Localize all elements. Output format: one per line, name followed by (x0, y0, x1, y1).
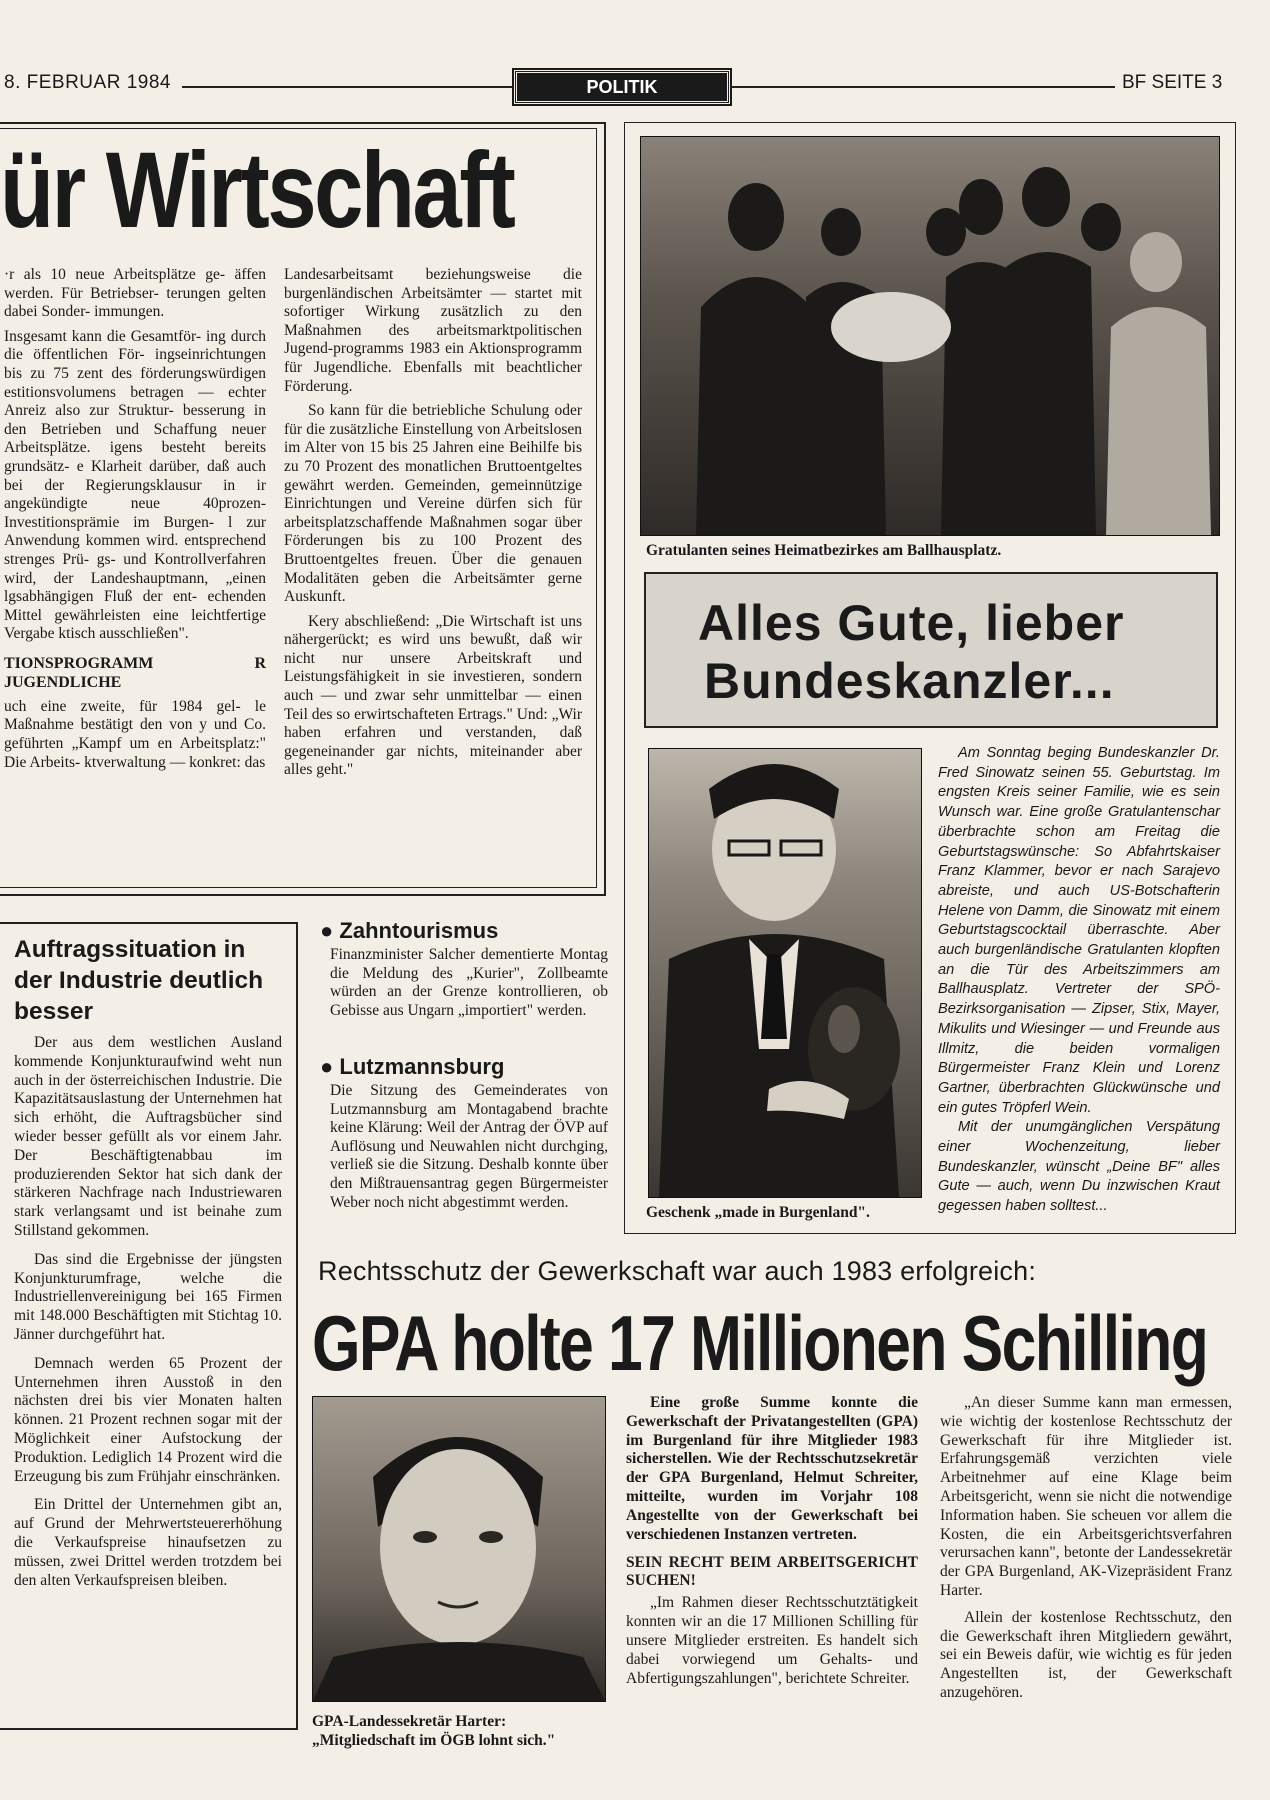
zahntourismus-title: Zahntourismus (339, 918, 499, 943)
gpa-col2-p1: „An dieser Summe kann man ermessen, wie wichtig der kostenlose Rechtsschutz der Gewerkschaft für ihre Mitglieder ist. Erfahrungsgemäß verzichten viele Arbeitnehmer auf eine Klage beim Arbeitsgericht, wenn sie nicht die notwendige Information haben. Sie scheuen vor allem die Kosten, die ein Arbeitsgerichtsverfahren verursachen kann", betonte der Landessekretär der GPA Burgenland, AK-Vizepräsident Franz Harter. (940, 1394, 1232, 1599)
gpa-headline: GPA holte 17 Millionen Schilling (312, 1300, 1208, 1387)
gratulanten-photo (640, 136, 1220, 536)
harter-photo (312, 1396, 606, 1702)
harter-caption: GPA-Landessekretär Harter: „Mitgliedschaft im ÖGB lohnt sich." (312, 1713, 556, 1749)
zahntourismus-headline (320, 918, 498, 944)
lutzmannsburg-title: Lutzmannsburg (339, 1054, 505, 1079)
wirtschaft-col2-p3: Kery abschließend: „Die Wirtschaft ist uns nähergerückt; es wird uns bewußt, daß wir nicht nur unsere Arbeitskraft und Leistungsfähigkeit in sie investieren, sondern auch — und zwar sehr unmittelbar — einen Teil des so erwirtschafteten Ertrags." Und: „Wir haben erfahren und verstanden, daß gegeneinander gar nichts, miteinander aber alles geht." (284, 612, 582, 779)
bundeskanzler-text-p2: Mit der unumgänglichen Verspätung einer Wochenzeitung, lieber Bundeskanzler, wünscht „Deine BF" alles Gute — auch, wenn Du inzwischen Kraut gegessen haben solltest... (938, 1119, 1220, 1215)
wirtschaft-col2-p2: So kann für die betriebliche Schulung oder für die zusätzliche Einstellung von Arbeitslosen im Alter von 15 bis 25 Jahren eine Beihilfe bis zu 70 Prozent des monatlichen Bruttoentgeltes gewährt werden. Gemeinden, gemeinnützige Einrichtungen und Vereine dürfen sich für arbeitsplatzschaffende Maßnahmen sogar über Förderungen bis zu 100 Prozent des Bruttoentgeltes freuen. Über die genauen Modalitäten geben die Arbeitsämter gerne Auskunft. (284, 402, 582, 606)
wirtschaft-col1-p2: Insgesamt kann die Gesamtför- ing durch die öffentlichen För- ingseinrichtungen bis zu 75 zent des förderungswürdigen estitionsvolumens betragen — echter Anreiz also zur Struktur- besserung in den Betrieben und Schaffung neuer Arbeitsplätze. igens besteht bereits grundsätz- e Klarheit darüber, daß auch bei der Regierungsklausur in ir angekündigte neue 40prozen- Investitionsprämie im Burgen- l zur Anwendung kommen wird. entsprechend strenges Prü- gs- und Kontrollverfahren wird, der Landeshauptmann, „einen lgsabhängigen Fluß der ent- echenden Mittel gewährleisten eine leichtfertige Vergabe ktisch ausschließen". (4, 327, 266, 643)
wirtschaft-column-1 (4, 266, 266, 778)
wirtschaft-subhead: TIONSPROGRAMM R JUGENDLICHE (4, 654, 266, 691)
bullet-icon: ● (320, 918, 334, 943)
page-number: BF SEITE 3 (1122, 72, 1223, 93)
gpa-column-2 (940, 1394, 1232, 1709)
gpa-col2-p2: Allein der kostenlose Rechtsschutz, den die Gewerkschaft ihren Mitgliedern gewährt, sei ein Beweis dafür, wie wichtig es für jeden Angestellten ist, der Gewerkschaft anzugehören. (940, 1608, 1232, 1701)
industrie-p1: Der aus dem westlichen Ausland kommende Konjunkturaufwind weht nun auch in der österreichischen Industrie. Die Kapazitätsauslastung der Unternehmen hat sich erhöht, die Auftragsbücher sind wieder besser gefüllt als vor einem Jahr. Der Beschäftigtenabbau im produzierenden Sektor hat sich dank der stärkeren Nachfrage nach Industriewaren stark verlangsamt und ist beinahe zum Stillstand gekommen. (14, 1034, 282, 1239)
gpa-headline-wrap (312, 1300, 1232, 1390)
wirtschaft-col1-p1: ·r als 10 neue Arbeitsplätze ge- äffen werden. Für Betriebser- terungen gelten dabei Sonder- immungen. (4, 266, 266, 321)
bundeskanzler-text-p1: Am Sonntag beging Bundeskanzler Dr. Fred Sinowatz seinen 55. Geburtstag. Im engsten Kreis seiner Familie, wie es sein Wunsch war. Eine große Gratulantenschar überbrachte schon am Freitag die Geburtstagswünsche: So Abfahrtskaiser Franz Klammer, bevor er nach Sarajevo abreiste, und auch US-Botschafterin Helene von Damm, die Sinowatz mit einem Geburtstagscocktail überraschte. Aber auch burgenländische Gratulanten klopften an die Tür des Arbeitszimmers am Ballhausplatz. Vertreter der SPÖ-Bezirksorganisation — Zipser, Stix, Mayer, Mikulits und Wiesinger — und Freunde aus Illmitz, die beiden vormaligen Bürgermeister Franz Klein und Lorenz Gartner, überbrachten Glückwünsche und ein gutes Tröpferl Wein. (938, 745, 1220, 1116)
lutzmannsburg-headline (320, 1054, 504, 1080)
industrie-p4: Ein Drittel der Unternehmen gibt an, auf Grund der Mehrwertsteuererhöhung die Verkaufspreise hinaufsetzen zu müssen, zwei Drittel werden trotzdem bei den alten Verkaufspreisen bleiben. (14, 1496, 282, 1589)
bullet-icon: ● (320, 1054, 334, 1079)
wirtschaft-headline-wrap (0, 134, 590, 254)
industrie-headline: Auftragssituation in der Industrie deutlich besser (14, 936, 264, 1025)
zahntourismus-text: Finanzminister Salcher dementierte Montag die Meldung des „Kurier", Zollbeamte würden an der Grenze kontrollieren, ob Gebisse aus Ungarn „importiert" werden. (330, 946, 608, 1019)
section-label (514, 70, 730, 104)
wirtschaft-headline: ür Wirtschaft (0, 134, 514, 250)
header-rule-right (730, 86, 1115, 88)
alles-gute-line-2: Bundeskanzler... (704, 653, 1115, 709)
industrie-text (14, 1034, 282, 1596)
gpa-col1-text: „Im Rahmen dieser Rechtsschutztätigkeit konnten wir an die 17 Millionen Schilling für unsere Mitglieder erstreiten. Es handelt sich dabei vorwiegend um Gehalts- und Abfertigungszahlungen", berichtete Schreiter. (626, 1594, 918, 1687)
gpa-lead: Eine große Summe konnte die Gewerkschaft der Privatangestellten (GPA) im Burgenland für ihre Mitglieder 1983 sicherstellen. Wie der Rechtsschutzsekretär der GPA Burgenland, Helmut Schreiter, mitteilte, wurden im Vorjahr 108 Angestellte von der Gewerkschaft bei verschiedenen Instanzen vertreten. (626, 1394, 918, 1543)
issue-date: 8. FEBRUAR 1984 (4, 72, 171, 93)
gratulanten-caption: Gratulanten seines Heimatbezirkes am Ballhausplatz. (646, 542, 1002, 559)
alles-gute-line-1: Alles Gute, lieber (698, 595, 1125, 651)
wirtschaft-col2-p1: Landesarbeitsamt beziehungsweise die burgenländischen Arbeitsämter — startet mit sofortiger Wirkung zusätzlich zu den Maßnahmen des arbeitsmarktpolitischen Jugend-programms 1983 ein Aktionsprogramm für Jugendliche. Ebenfalls mit beachtlicher Förderung. (284, 266, 582, 395)
header-rule-left (182, 86, 512, 88)
alles-gute-box (644, 572, 1218, 728)
sinowatz-photo-figure (649, 749, 921, 1197)
gpa-subhead: SEIN RECHT BEIM ARBEITSGERICHT SUCHEN! (626, 1554, 918, 1590)
gpa-kicker: Rechtsschutz der Gewerkschaft war auch 1983 erfolgreich: (318, 1256, 1037, 1286)
industrie-p2: Das sind die Ergebnisse der jüngsten Konjunkturumfrage, welche die Industriellenvereinigung bei 165 Firmen mit 148.000 Beschäftigten mit Stichtag 10. Jänner durchgeführt hat. (14, 1250, 282, 1343)
industrie-p3: Demnach werden 65 Prozent der Unternehmen ihren Ausstoß in den nächsten drei bis vier Monaten halten können. 21 Prozent rechnen sogar mit der Möglichkeit einer Aufstockung der Produktion. Lediglich 14 Prozent wird die Erzeugung bis zum Frühjahr einschränken. (14, 1354, 282, 1485)
wirtschaft-column-2 (284, 266, 582, 786)
gpa-column-1 (626, 1394, 918, 1694)
sinowatz-caption: Geschenk „made in Burgenland". (646, 1204, 870, 1221)
bundeskanzler-text (938, 744, 1220, 1217)
wirtschaft-col1-end: uch eine zweite, für 1984 gel- le Maßnahme bestätigt den von y und Co. geführten „Kampf um en Arbeitsplatz:" Die Arbeits- ktverwaltung — konkret: das (4, 697, 266, 771)
sinowatz-photo (648, 748, 922, 1198)
lutzmannsburg-text: Die Sitzung des Gemeinderates von Lutzmannsburg am Montagabend brachte keine Klärung: Weil der Antrag der ÖVP auf Auflösung und Neuwahlen nicht durchging, verließ sie die Sitzung. Deshalb konnte über den Mißtrauensantrag gegen Bürgermeister Weber noch nicht abgestimmt werden. (330, 1082, 608, 1211)
harter-photo-figure (313, 1397, 605, 1701)
section-label-text: POLITIK (586, 77, 658, 97)
gratulanten-photo-figures (641, 137, 1219, 535)
